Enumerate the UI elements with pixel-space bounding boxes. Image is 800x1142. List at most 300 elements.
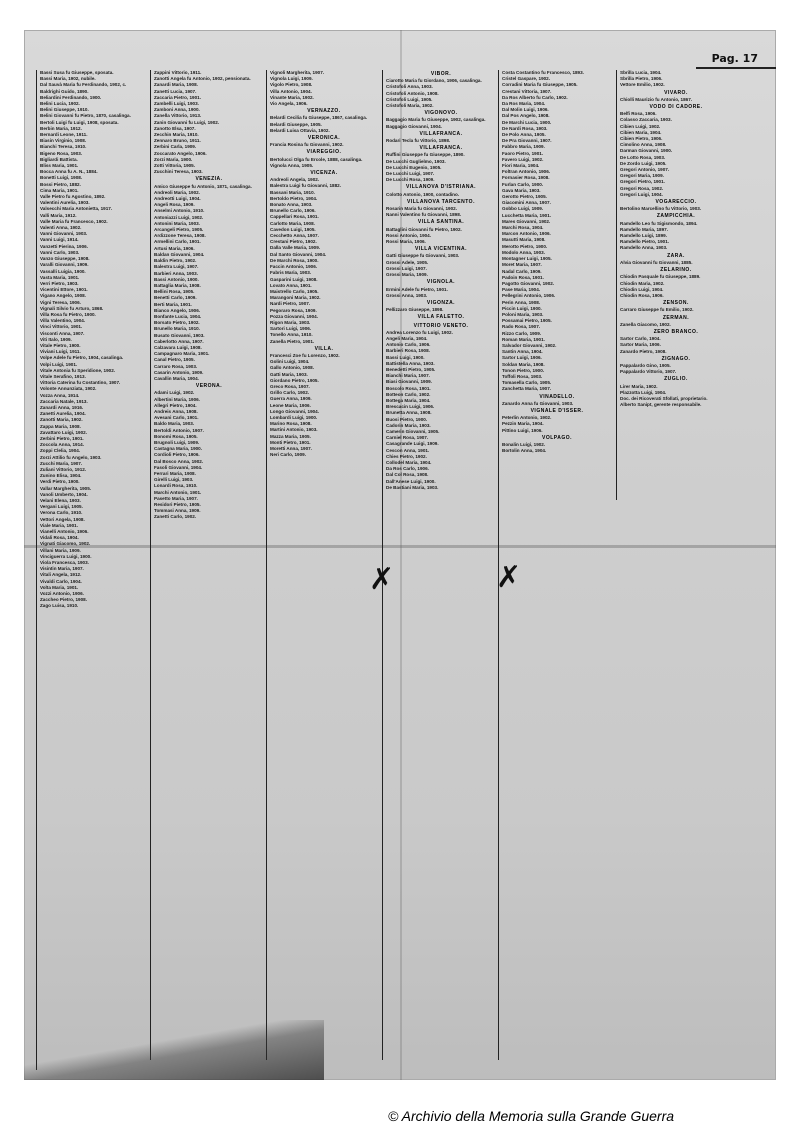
list-entry: Volpi Luigi, 1901. [40, 361, 78, 367]
list-entry: Giordano Pietro, 1905. [270, 377, 319, 383]
list-entry: Pegoraro Rosa, 1909. [270, 307, 317, 313]
list-entry: Zennaro Bruno, 1911. [154, 138, 201, 144]
list-entry: Longo Giovanni, 1904. [270, 408, 320, 414]
list-entry: Anselmi Antonio, 1910. [154, 208, 205, 214]
list-entry: Vianelli Antonio, 1906. [40, 529, 89, 535]
list-entry: Bonato Anna, 1903. [270, 202, 313, 208]
list-entry: Dal Molin Luigi, 1906. [502, 107, 549, 113]
list-entry: Cibien Pietro, 1906. [620, 136, 663, 142]
list-entry: Rado Rosa, 1907. [502, 324, 541, 330]
newspaper-page [24, 30, 776, 1080]
list-entry: Vozza Anna, 1914. [40, 392, 80, 398]
list-entry: Bassi Maria, 1902, nubile. [40, 76, 96, 82]
list-entry: Cavedon Luigi, 1905. [270, 226, 316, 232]
list-entry: Volta Maria, 1901. [40, 584, 79, 590]
column-2 [150, 70, 264, 1060]
list-entry: Grossi Adele, 1905. [386, 259, 429, 265]
list-entry: Marangoni Maria, 1902. [270, 295, 321, 301]
list-entry: Perin Anna, 1908. [502, 299, 541, 305]
list-entry: Zotti Vittoria, 1905. [154, 163, 196, 169]
list-entry: Darman Giovanni, 1900. [620, 148, 673, 154]
list-entry: Francesci Zoe fu Lorenzo, 1902. [270, 352, 340, 358]
column-6-text [620, 70, 732, 408]
list-entry: Artusi Maria, 1906. [154, 245, 195, 251]
list-entry: Pappalardo Gino, 1905. [620, 362, 671, 368]
list-entry: Belardi Cecilia fu Giuseppe, 1867, casalinga. [270, 115, 368, 121]
list-entry: Marchi Rosa, 1904. [502, 225, 544, 231]
list-entry: Botteon Carlo, 1902. [386, 391, 431, 397]
list-entry: Bottega Maria, 1904. [386, 397, 431, 403]
list-entry: Zorzi Maria, 1900. [154, 156, 193, 162]
list-entry: De Polo Anna, 1905. [502, 132, 546, 138]
section-heading: VIGNOLA. [426, 279, 456, 286]
list-entry: Vanni Giovanni, 1903. [40, 231, 88, 237]
column-4 [382, 70, 496, 1060]
list-entry: De Marchi Lucia, 1900. [502, 119, 552, 125]
list-entry: Zanella Vittorio, 1913. [154, 113, 202, 119]
list-entry: Bernardi Leone, 1911. [40, 132, 88, 138]
list-entry: Battaglini Giovanni fu Pietro, 1902. [386, 226, 462, 232]
list-entry: Belardi Giuseppe, 1905. [270, 121, 322, 127]
list-entry: Plazzotta Luigi, 1904. [620, 389, 667, 395]
list-entry: Visconti Anna, 1907. [40, 330, 85, 336]
list-entry: Costa Costantino fu Francesco, 1893. [502, 70, 584, 75]
list-entry: Tonello Anna, 1910. [270, 332, 313, 338]
list-entry: Zago Luisa, 1910. [40, 603, 79, 609]
list-entry: Bonomi Rosa, 1905. [154, 433, 198, 439]
list-entry: Villa Antonio, 1904. [270, 88, 312, 94]
list-entry: Viti Italo, 1909. [40, 336, 72, 342]
list-entry: Bassi Susa fu Giuseppe, sposata. [40, 70, 114, 75]
list-entry: De Pra Giovanni, 1907. [502, 138, 552, 144]
list-entry: Baldo Maria, 1903. [154, 421, 195, 427]
list-entry: Peterlin Antonio, 1902. [502, 415, 552, 421]
section-heading: VITTORIO VENETO. [413, 322, 469, 329]
list-entry: Dalla Valle Maria, 1909. [270, 245, 321, 251]
list-entry: Vigolo Pietro, 1908. [270, 82, 313, 88]
list-entry: Bianchi Teresa, 1910. [40, 144, 87, 150]
list-entry: Vasta Maria, 1901. [40, 274, 80, 280]
list-entry: Baldin Pietro, 1902. [154, 258, 197, 264]
list-entry: Bonfante Lucia, 1904. [154, 313, 202, 319]
list-entry: Lombardi Luigi, 1900. [270, 414, 318, 420]
section-heading: VILLA. [314, 345, 334, 352]
list-entry: Beliardini Ferdinando, 1900. [40, 94, 102, 100]
list-entry: Nanni Valentino fu Giovanni, 1898. [386, 212, 462, 218]
list-entry: Antonio Carlo, 1906. [386, 342, 431, 348]
list-entry: Cristel Gaspare, 1902. [502, 76, 551, 82]
list-entry: Vidali Rosa, 1904. [40, 535, 79, 541]
list-entry: Tommasi Anna, 1909. [154, 508, 201, 514]
list-entry: Zanardo Anna fu Giovanni, 1903. [502, 400, 574, 406]
list-entry: Vignola Luigi, 1909. [270, 76, 313, 82]
list-entry: Buosi Pietro, 1900. [386, 416, 428, 422]
list-entry: Giacomini Anna, 1907. [502, 200, 551, 206]
list-entry: Vergani Luigi, 1905. [40, 504, 83, 510]
list-entry: Zanella Giacomo, 1902. [620, 321, 671, 327]
list-entry: Zunino Elisa, 1904. [40, 473, 82, 479]
list-entry: Zucchi Maria, 1907. [40, 460, 83, 466]
list-entry: Lirer Maria, 1902. [620, 383, 658, 389]
list-entry: Montagner Luigi, 1905. [502, 256, 552, 262]
list-entry: Pagotto Giovanni, 1902. [502, 280, 555, 286]
list-entry: Bonetti Luigi, 1908. [40, 175, 83, 181]
section-heading: VILLANOVA TARCENTO. [407, 198, 475, 205]
list-entry: Sartor Maria, 1906. [620, 342, 661, 348]
list-entry: Bertoldi Antonio, 1907. [154, 427, 204, 433]
list-entry: Padoin Rosa, 1901. [502, 274, 544, 280]
list-entry: Grossi Anna, 1903. [386, 292, 428, 298]
list-entry: Dall'Anese Luigi, 1900. [386, 478, 436, 484]
list-entry: Castagna Maria, 1900. [154, 446, 203, 452]
list-entry: Vignati Giacomo, 1902. [40, 541, 91, 547]
list-entry: Villa Valentino, 1904. [40, 318, 86, 324]
list-entry: Grossi Luigi, 1907. [386, 265, 427, 271]
list-entry: Mares Giovanni, 1902. [502, 218, 551, 224]
list-entry: Zaccaria Natale, 1913. [40, 398, 88, 404]
list-entry: Verri Pietro, 1903. [40, 280, 79, 286]
list-entry: Valsecchi Maria Antonietta, 1917. [40, 206, 113, 212]
list-entry: De Lucchi Eugenio, 1905. [386, 164, 442, 170]
list-entry: Vivaldi Carlo, 1904. [40, 578, 82, 584]
list-entry: Zanotti Maria, 1902. [40, 417, 83, 423]
list-entry: Girelli Luigi, 1903. [154, 477, 194, 483]
list-entry: Cappellari Rosa, 1901. [270, 214, 319, 220]
list-entry: Zanardo Pietro, 1908. [620, 348, 667, 354]
list-entry: Calzavara Luigi, 1908. [154, 344, 202, 350]
list-entry: Crestani Pietro, 1902. [270, 239, 317, 245]
list-entry: Mazza Maria, 1905. [270, 433, 311, 439]
list-entry: Zoccarato Angelo, 1906. [154, 150, 207, 156]
list-entry: Zerbini Pietro, 1901. [40, 435, 84, 441]
list-entry: Soldan Maria, 1908. [502, 361, 545, 367]
copyright-caption: © Archivio della Memoria sulla Grande Guerra [388, 1108, 675, 1124]
list-entry: Marcon Antonio, 1906. [502, 231, 551, 237]
list-entry: Rigon Maria, 1903. [270, 319, 311, 325]
column-1 [36, 70, 148, 1070]
list-entry: Possamai Pietro, 1905. [502, 318, 552, 324]
list-entry: Zucchini Teresa, 1903. [154, 169, 203, 175]
list-entry: Bonalin Luigi, 1902. [502, 441, 546, 447]
list-entry: Zavattaro Luigi, 1902. [40, 429, 87, 435]
list-entry: Lucchetta Maria, 1901. [502, 212, 552, 218]
list-entry: Lonardi Rosa, 1910. [154, 483, 198, 489]
list-entry: Ciarotto Maria fu Giordano, 1906, casalinga. [386, 78, 482, 84]
list-entry: Chies Pietro, 1902. [386, 453, 427, 459]
list-entry: Cordioli Pietro, 1906. [154, 452, 200, 458]
list-entry: Grillo Carlo, 1902. [270, 390, 310, 396]
list-entry: Vinci Vittorio, 1901. [40, 324, 83, 330]
list-entry: Cristofoli Anna, 1903. [386, 84, 433, 90]
list-entry: Antoniazzi Luigi, 1902. [154, 214, 204, 220]
list-entry: Vassalli Luigia, 1900. [40, 268, 86, 274]
section-heading: VILLA VICENTINA. [415, 246, 467, 253]
list-entry: Barbieri Anna, 1903. [154, 270, 198, 276]
list-entry: Favero Luigi, 1902. [502, 156, 544, 162]
list-entry: Battistella Anna, 1903. [386, 360, 435, 366]
list-entry: Salvador Giovanni, 1902. [502, 342, 557, 348]
list-entry: Rodari Tecla fu Vittorio, 1898. [386, 138, 451, 144]
list-entry: Bertoli Luigi fu Luigi, 1908, sposata. [40, 119, 119, 125]
section-heading: ZENSON. [663, 300, 689, 307]
list-entry: Roman Maria, 1901. [502, 336, 545, 342]
list-entry: Grossi Maria, 1909. [386, 272, 428, 278]
list-entry: Vitale Antonia fu Speridione, 1902. [40, 367, 116, 373]
list-entry: Balestra Luigi, 1907. [154, 264, 199, 270]
list-entry: Vallar Margherita, 1905. [40, 485, 92, 491]
list-entry: Cima Maria, 1901. [40, 187, 79, 193]
list-entry: Zanardi Anna, 1916. [40, 404, 84, 410]
list-entry: Ramdello Luigi, 1899. [620, 233, 667, 239]
list-entry: Cibien Maria, 1904. [620, 129, 662, 135]
list-entry: Moret Maria, 1907. [502, 262, 542, 268]
section-heading: VILLAFRANCA. [419, 130, 463, 137]
list-entry: Francia Rosina fu Giovanni, 1902. [270, 142, 344, 148]
list-entry: Gasparini Luigi, 1908. [270, 276, 318, 282]
list-entry: Vanni Luigi, 1914. [40, 237, 79, 243]
column-1-text [40, 70, 148, 610]
list-entry: Vigano Angelo, 1908. [40, 293, 86, 299]
list-entry: Baldan Giovanni, 1904. [154, 251, 205, 257]
list-entry: Alvia Giovanni fu Giovanni, 1885. [620, 259, 693, 265]
list-entry: Crestani Vittoria, 1907. [502, 88, 552, 94]
list-entry: Canal Pietro, 1905. [154, 357, 195, 363]
list-entry: Battaglia Maria, 1908. [154, 282, 201, 288]
list-entry: Brunello Carlo, 1906. [270, 208, 316, 214]
list-entry: Ramdello Pietro, 1901. [620, 239, 670, 245]
list-entry: Bassi Luigi, 1900. [386, 354, 425, 360]
list-entry: Pellegrini Antonio, 1906. [502, 293, 556, 299]
list-entry: Sartor Luigi, 1906. [502, 355, 542, 361]
list-entry: Vignoli Margherita, 1907. [270, 70, 325, 75]
list-entry: Cibien Luigi, 1902. [620, 123, 661, 129]
list-entry: Cristofoli Luigi, 1905. [386, 96, 433, 102]
list-entry: Faccin Antonio, 1906. [270, 264, 318, 270]
list-entry: Zambelli Luigi, 1903. [154, 101, 199, 107]
section-heading: VOGARECCIO. [655, 199, 697, 206]
column-4-text [386, 70, 496, 491]
list-entry: Nadal Carlo, 1909. [502, 268, 542, 274]
list-entry: Gregori Luigi, 1904. [620, 191, 663, 197]
list-entry: Zanotti Angela fu Antonio, 1902, pensionata. [154, 76, 251, 82]
list-entry: Chiodin Rosa, 1906. [620, 292, 664, 298]
list-entry: Guerra Anna, 1909. [270, 396, 312, 402]
list-entry: Cristofoli Maria, 1902. [386, 103, 434, 109]
list-entry: Amico Giuseppe fu Antonio, 1871, casalinga. [154, 183, 252, 189]
list-entry: Camerin Giovanni, 1905. [386, 428, 440, 434]
list-entry: Residori Pietro, 1905. [154, 502, 201, 508]
list-entry: Adami Luigi, 1902. [154, 390, 195, 396]
list-entry: Bocca Anna fu A. N., 1884. [40, 169, 98, 175]
list-entry: Greco Rosa, 1907. [270, 383, 310, 389]
list-entry: Bliss Maria, 1901. [40, 163, 79, 169]
list-entry: Velani Elena, 1903. [40, 498, 81, 504]
list-entry: Villani Maria, 1909. [40, 547, 81, 553]
list-entry: Pase Maria, 1904. [502, 287, 541, 293]
list-entry: Dal Col Rosa, 1908. [386, 472, 429, 478]
list-entry: Da Ros Carlo, 1906. [386, 466, 429, 472]
list-entry: Chiodin Pasquale fu Giuseppe, 1889. [620, 274, 701, 280]
list-entry: Ferrari Maria, 1908. [154, 471, 196, 476]
list-entry: Lovato Anna, 1901. [270, 282, 312, 288]
list-entry: Rizzo Carlo, 1909. [502, 330, 542, 336]
list-entry: De Lucchi Guglielmo, 1903. [386, 158, 446, 164]
list-entry: Nardi Pietro, 1907. [270, 301, 311, 307]
list-entry: Cimolino Anna, 1908. [620, 142, 667, 148]
list-entry: Gregori Antonio, 1907. [620, 167, 670, 173]
list-entry: Sbrilla Lucia, 1904. [620, 70, 662, 75]
list-entry: Pasetto Maria, 1907. [154, 495, 198, 501]
list-entry: Vanzo Giuseppe, 1908. [40, 256, 90, 262]
list-entry: Ramdello Leo fu Sigismondo, 1894. [620, 220, 698, 226]
list-entry: Santin Anna, 1904. [502, 349, 543, 355]
list-entry: Baggagio Giovanni, 1904. [386, 123, 442, 129]
list-entry: Brunetta Anna, 1908. [386, 410, 432, 416]
list-entry: Dal Sauvà Maria fu Ferdinando, 1902, c. [40, 82, 127, 88]
list-entry: Vozzi Antonio, 1906. [40, 591, 84, 597]
list-entry: Zanetti Aurelia, 1904. [40, 411, 86, 417]
list-entry: Valenti Anna, 1902. [40, 225, 82, 231]
section-heading: ZERMAN. [662, 314, 690, 321]
list-entry: Sartori Luigi, 1906. [270, 326, 312, 332]
list-entry: Gava Maria, 1903. [502, 187, 541, 193]
list-entry: Gregori Rosa, 1902. [620, 185, 664, 191]
list-entry: Bossi Pietro, 1882. [40, 181, 81, 187]
list-entry: Faoro Pietro, 1901. [502, 150, 544, 156]
handwritten-x-mark: ✗ [496, 560, 522, 595]
list-entry: Balestra Luigi fu Giovanni, 1882. [270, 183, 341, 189]
list-entry: Gobbo Luigi, 1909. [502, 206, 544, 212]
section-heading: VILLA SANTINA. [417, 219, 465, 226]
list-entry: Bassani Maria, 1910. [270, 189, 315, 195]
list-entry: Sartor Carlo, 1904. [620, 336, 661, 342]
list-entry: Tonon Pietro, 1900. [502, 367, 545, 373]
list-entry: Monti Pietro, 1901. [270, 439, 311, 445]
section-heading: ZARA. [667, 252, 685, 259]
list-entry: Brescacin Luigi, 1906. [386, 404, 435, 410]
list-entry: Foltran Antonio, 1906. [502, 169, 551, 175]
list-entry: Belini Giuseppe, 1910. [40, 107, 89, 113]
list-entry: De Lucchi Rosa, 1909. [386, 177, 435, 183]
list-entry: Boscolo Rosa, 1901. [386, 385, 431, 391]
list-entry: Viola Francesca, 1903. [40, 560, 89, 566]
list-entry: Moretti Anna, 1907. [270, 445, 312, 451]
list-entry: Zuliani Vittorio, 1912. [40, 467, 87, 472]
list-entry: De Marchi Rosa, 1900. [270, 257, 319, 263]
list-entry: Dal Bosco Anna, 1902. [154, 458, 204, 464]
list-entry: Cristofoli Antonio, 1908. [386, 90, 439, 96]
section-heading: ZELARINO. [660, 267, 692, 274]
list-entry: Cavallin Maria, 1904. [154, 375, 199, 381]
list-entry: Rossi Antonio, 1904. [386, 232, 432, 238]
list-entry: Bortolin Anna, 1904. [502, 448, 547, 454]
list-entry: Zappini Vittorio, 1911. [154, 70, 202, 75]
list-entry: Carniel Rosa, 1907. [386, 435, 429, 441]
list-entry: Colasso Zaccaria, 1903. [620, 117, 672, 123]
section-heading: VIGONZA. [426, 299, 456, 306]
list-entry: Vettore Emilio, 1902. [620, 82, 665, 88]
list-entry: Zanin Giovanni fu Luigi, 1902. [154, 119, 220, 125]
list-entry: Zerbini Carla, 1909. [154, 144, 197, 150]
list-entry: Collodel Maria, 1904. [386, 459, 432, 465]
list-entry: Vitale Serafino, 1913. [40, 373, 86, 379]
section-heading: ZUGLIO. [664, 376, 688, 383]
column-3 [266, 70, 378, 1060]
list-entry: Angeli Rosa, 1909. [154, 202, 195, 208]
list-entry: Fiori Maria, 1904. [502, 163, 540, 169]
section-heading: VILLANOVA D'ISTRIANA. [405, 184, 477, 191]
list-entry: Baldrighi Guido, 1890. [40, 88, 89, 94]
list-entry: Volonte Annunziata, 1902. [40, 386, 97, 392]
list-entry: Belardi Luisa Ottavia, 1902. [270, 127, 330, 133]
list-entry: Zanchetta Maria, 1907. [502, 386, 552, 392]
list-entry: Fasoli Giovanni, 1904. [154, 464, 203, 470]
list-entry: Borsato Pietro, 1902. [154, 320, 200, 326]
list-entry: Barbieri Rosa, 1908. [386, 348, 430, 354]
list-entry: Pellizzaro Giuseppe, 1898. [386, 307, 444, 313]
list-entry: Gatti Maria, 1903. [270, 371, 308, 377]
list-entry: De Bastiani Maria, 1903. [386, 484, 439, 490]
section-heading: VILLA FALETTO. [417, 314, 465, 321]
list-entry: Gregori Pietro, 1901. [620, 179, 665, 185]
list-entry: Bassi Antonio, 1900. [154, 276, 199, 282]
list-entry: Rossi Maria, 1906. [386, 239, 426, 245]
list-entry: Cadorin Maria, 1903. [386, 422, 431, 428]
list-entry: Masutti Maria, 1908. [502, 237, 546, 243]
list-entry: Allegri Pietro, 1904. [154, 402, 197, 408]
list-entry: Maistrello Carlo, 1905. [270, 288, 319, 294]
list-entry: Ramdello Anna, 1903. [620, 245, 668, 251]
list-entry: Armellini Carlo, 1901. [154, 239, 201, 245]
column-6 [616, 70, 732, 500]
list-entry: Pittino Luigi, 1906. [502, 427, 543, 433]
handwritten-x-mark: ✗ [369, 562, 395, 597]
list-entry: Chiodin Luigi, 1904. [620, 286, 664, 292]
section-heading: VOLPAGO. [541, 434, 573, 441]
list-entry: Zanella Pietro, 1901. [270, 338, 315, 344]
list-entry: Gerotto Pietro, 1905. [502, 194, 547, 200]
list-entry: Valli Maria, 1912. [40, 212, 77, 218]
list-entry: Berbin Maria, 1912. [40, 125, 82, 131]
list-entry: Andreoli Maria, 1902. [154, 189, 200, 195]
list-entry: Bertoldo Pietro, 1904. [270, 195, 318, 201]
list-entry: De Nardi Rosa, 1903. [502, 125, 548, 131]
section-heading: VILLAFRANCA. [419, 145, 463, 152]
list-entry: Brugnoli Luigi, 1909. [154, 439, 200, 445]
list-entry: Zanardi Maria, 1908. [154, 82, 198, 88]
list-entry: Casarin Antonio, 1909. [154, 369, 204, 375]
list-entry: Ramdello Maria, 1897. [620, 226, 669, 232]
list-entry: Furlan Carlo, 1900. [502, 181, 544, 187]
list-entry: Avesani Carlo, 1901. [154, 415, 199, 421]
list-entry: Vanni Carlo, 1903. [40, 249, 80, 255]
list-entry: Zoccola Anna, 1914. [40, 442, 84, 448]
list-entry: Ruffini Giuseppe fu Giuseppe, 1890. [386, 152, 465, 158]
list-entry: Fabris Maria, 1903. [270, 270, 312, 276]
list-entry: Andreotti Luigi, 1904. [154, 196, 201, 202]
list-entry: Vicentini Ettore, 1901. [40, 287, 88, 293]
list-entry: Andreis Anna, 1908. [154, 408, 198, 414]
list-entry: Dal Santo Giovanni, 1904. [270, 251, 327, 257]
list-entry: Antonini Maria, 1903. [154, 220, 200, 226]
list-entry: Carraro Rosa, 1903. [154, 363, 198, 369]
list-entry: Vitali Angela, 1912. [40, 572, 82, 578]
list-entry: Belini Lucia, 1902. [40, 101, 80, 107]
list-entry: Da Ros Alberto fu Carlo, 1902. [502, 94, 568, 100]
list-entry: Merotto Pietro, 1900. [502, 243, 548, 249]
list-entry: Benetti Carlo, 1909. [154, 295, 197, 301]
list-entry: Vettori Angela, 1908. [40, 516, 85, 522]
